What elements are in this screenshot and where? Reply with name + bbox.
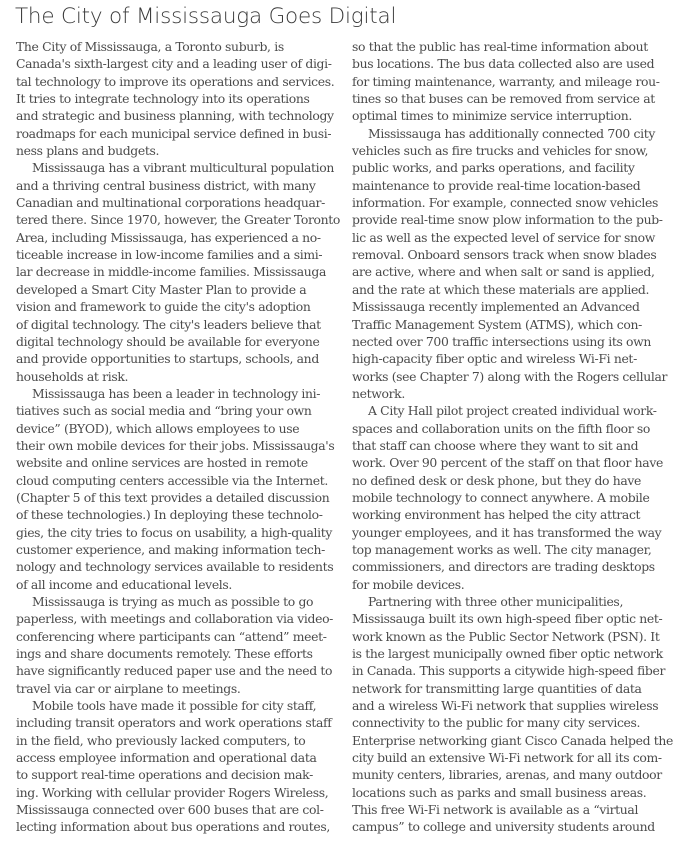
text-line: Mississauga built its own high-speed fiber optic net- — [352, 611, 663, 627]
text-line: network. — [352, 385, 405, 401]
text-line: tered there. Since 1970, however, the Greater Toronto — [16, 212, 341, 228]
text-line: have significantly reduced paper use and the need to — [16, 663, 333, 679]
text-line: and a thriving central business district, with many — [16, 177, 316, 193]
text-line: and the rate at which these materials are applied. — [352, 281, 650, 297]
text-line: vehicles such as fire trucks and vehicles for snow, — [352, 143, 649, 159]
text-line: cloud computing centers accessible via the Internet. — [16, 472, 328, 488]
text-line: ness plans and budgets. — [16, 143, 160, 159]
text-line: travel via car or airplane to meetings. — [16, 680, 241, 696]
text-line: Mississauga connected over 600 buses that are col- — [16, 802, 324, 818]
text-line: information. For example, connected snow vehicles — [352, 195, 658, 211]
article-title: The City of Mississauga Goes Digital — [15, 4, 397, 29]
text-line: their own mobile devices for their jobs. Mississauga's — [16, 437, 335, 453]
text-line: lic as well as the expected level of service for snow — [352, 229, 655, 245]
text-line: The City of Mississauga, a Toronto suburb, is — [16, 39, 284, 54]
text-line: of these technologies.) In deploying these technolo- — [16, 507, 323, 523]
text-line: device” (BYOD), which allows employees to use — [16, 420, 300, 436]
text-line: bus locations. The bus data collected also are used — [352, 56, 655, 72]
text-line: in Canada. This supports a citywide high-speed fiber — [352, 663, 666, 679]
text-line: ings and share documents remotely. These efforts — [16, 646, 313, 662]
text-line: commissioners, and directors are trading desktops — [352, 559, 655, 575]
text-line: conferencing where participants can “attend” meet- — [16, 628, 327, 644]
text-line: tines so that buses can be removed from service at — [352, 91, 655, 107]
text-line: in the field, who previously lacked computers, to — [16, 732, 306, 748]
text-line: Area, including Mississauga, has experienced a no- — [16, 229, 321, 245]
text-line: top management works as well. The city manager, — [352, 541, 652, 557]
text-line: high-capacity fiber optic and wireless Wi-Fi net- — [352, 351, 637, 367]
text-line: and a wireless Wi-Fi network that supplies wireless — [352, 698, 659, 714]
text-line: tal technology to improve its operations and services. — [16, 73, 335, 89]
text-line: tiatives such as social media and “bring your own — [16, 403, 312, 419]
text-line: Mississauga recently implemented an Advanced — [352, 299, 640, 315]
text-line: access employee information and operational data — [16, 750, 317, 766]
text-line: Canada's sixth-largest city and a leading user of digi- — [16, 56, 332, 72]
text-line: of all income and educational levels. — [16, 576, 233, 592]
text-line: is the largest municipally owned fiber optic network — [352, 646, 663, 662]
text-line: (Chapter 5 of this text provides a detailed discussion — [16, 489, 330, 505]
text-line: This free Wi-Fi network is available as a “virtual — [352, 802, 639, 818]
text-line: households at risk. — [16, 368, 129, 384]
text-line: Enterprise networking giant Cisco Canada helped the — [352, 732, 673, 748]
text-line: are active, where and when salt or sand is applied, — [352, 264, 655, 280]
text-line: and strategic and business planning, with technology — [16, 108, 334, 124]
text-line: public works, and parks operations, and facility — [352, 160, 635, 176]
right-text-column — [352, 38, 674, 836]
text-line: customer experience, and making information tech- — [16, 541, 325, 557]
paragraph-first-line: Mississauga is trying as much as possible to go — [32, 594, 314, 609]
text-line: vision and framework to guide the city's adoption — [16, 299, 311, 315]
text-line: removal. Onboard sensors track when snow blades — [352, 247, 657, 263]
text-line: so that the public has real-time information about — [352, 39, 648, 54]
text-line: work. Over 90 percent of the staff on that floor have — [352, 455, 663, 471]
paragraph-first-line: Partnering with three other municipalities, — [368, 594, 624, 609]
text-line: ticeable increase in low-income families and a simi- — [16, 247, 323, 263]
text-line: younger employees, and it has transformed the way — [352, 524, 662, 540]
text-line: of digital technology. The city's leaders believe that — [16, 316, 321, 332]
text-line: website and online services are hosted in remote — [16, 455, 308, 471]
text-line: nected over 700 traffic intersections using its own — [352, 333, 652, 349]
text-line: roadmaps for each municipal service defined in busi- — [16, 125, 332, 141]
text-line: optimal times to minimize service interruption. — [352, 108, 632, 124]
text-line: campus” to college and university students around — [352, 819, 655, 835]
left-text-column — [16, 38, 341, 836]
text-line: ing. Working with cellular provider Rogers Wireless, — [16, 784, 329, 800]
text-line: maintenance to provide real-time location-based — [352, 177, 641, 193]
text-line: for mobile devices. — [352, 576, 465, 592]
text-line: spaces and collaboration units on the fifth floor so — [352, 420, 651, 436]
text-line: digital technology should be available for everyone — [16, 333, 320, 349]
text-line: network for transmitting large quantities of data — [352, 680, 642, 696]
paragraph-first-line: Mississauga has additionally connected 700 city — [368, 125, 656, 141]
text-line: munity centers, libraries, arenas, and many outdoor — [352, 767, 662, 783]
text-line: nology and technology services available to residents — [16, 559, 334, 575]
text-line: provide real-time snow plow information to the pub- — [352, 212, 663, 228]
text-line: and provide opportunities to startups, schools, and — [16, 351, 319, 367]
text-line: city build an extensive Wi-Fi network for all its com- — [352, 750, 662, 766]
text-line: working environment has helped the city attract — [352, 507, 641, 523]
text-line: developed a Smart City Master Plan to provide a — [16, 281, 307, 297]
text-line: works (see Chapter 7) along with the Rogers cellular — [352, 368, 668, 384]
text-line: to support real-time operations and decision mak- — [16, 767, 313, 783]
text-line: that staff can choose where they want to sit and — [352, 437, 639, 453]
paragraph-first-line: A City Hall pilot project created individual work- — [368, 403, 657, 419]
text-line: work known as the Public Sector Network (PSN). It — [352, 628, 660, 644]
text-line: lecting information about bus operations and routes, — [16, 819, 331, 835]
text-line: paperless, with meetings and collaboration via video- — [16, 611, 334, 627]
text-line: gies, the city tries to focus on usability, a high-quality — [16, 524, 333, 540]
text-line: including transit operators and work operations staff — [16, 715, 332, 731]
paragraph-first-line: Mississauga has a vibrant multicultural population — [32, 160, 334, 176]
text-line: for timing maintenance, warranty, and mileage rou- — [352, 73, 660, 89]
text-line: It tries to integrate technology into its operations — [16, 91, 310, 107]
paragraph-first-line: Mobile tools have made it possible for city staff, — [32, 698, 317, 714]
text-line: connectivity to the public for many city services. — [352, 715, 641, 731]
paragraph-first-line: Mississauga has been a leader in technology ini- — [32, 385, 321, 401]
text-line: Canadian and multinational corporations headquar- — [16, 195, 325, 211]
text-line: lar decrease in middle-income families. Mississauga — [16, 264, 327, 280]
text-line: mobile technology to connect anywhere. A mobile — [352, 489, 650, 505]
text-line: Traffic Management System (ATMS), which con- — [352, 316, 642, 332]
text-line: locations such as parks and small business areas. — [352, 784, 647, 800]
text-line: no defined desk or desk phone, but they do have — [352, 472, 642, 488]
